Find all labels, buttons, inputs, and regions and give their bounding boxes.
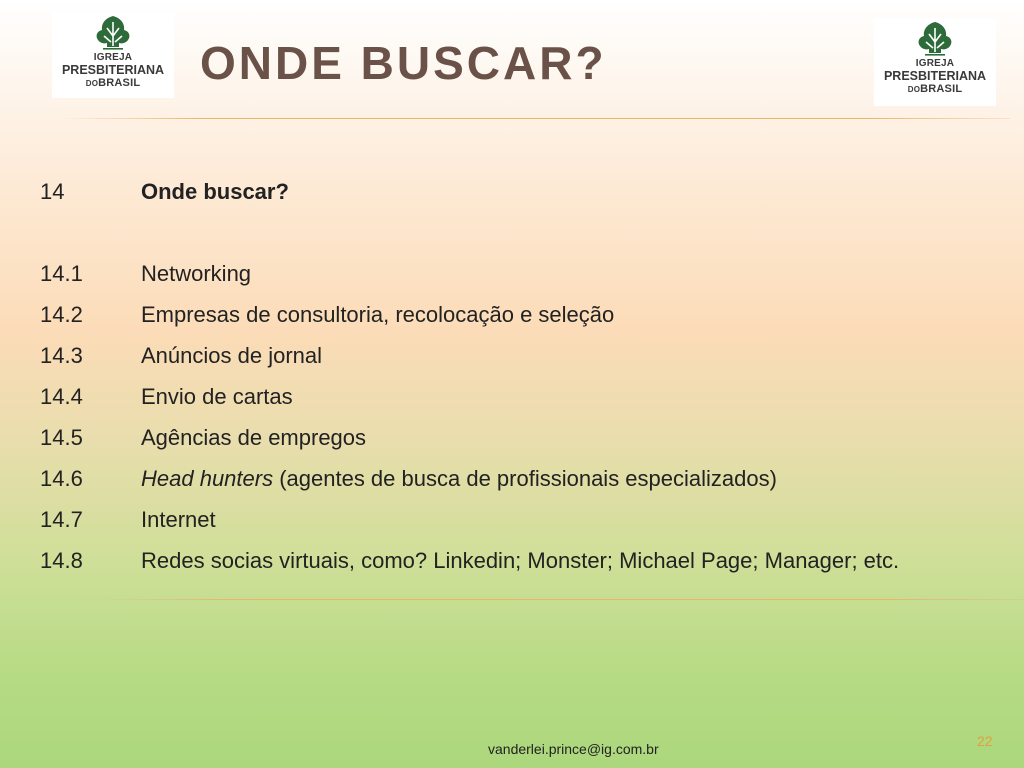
logo-text-brasil-word: BRASIL <box>98 76 141 89</box>
page-number: 22 <box>977 733 993 749</box>
logo-text-igreja: IGREJA <box>93 52 133 63</box>
footer-email: vanderlei.prince@ig.com.br <box>488 741 659 757</box>
logo-text-do: DO <box>907 84 921 94</box>
toc-item-text <box>141 466 777 492</box>
bush-icon <box>913 20 957 58</box>
logo-text-brasil-word: BRASIL <box>920 82 963 95</box>
toc-heading-label: Onde buscar? <box>141 179 289 204</box>
toc-item-number: 14.3 <box>40 343 83 368</box>
toc-item-number: 14.7 <box>40 507 83 532</box>
toc-item-number: 14.8 <box>40 548 83 573</box>
toc-item-text: Empresas de consultoria, recolocação e seleção <box>141 302 615 327</box>
toc-item-text: Envio de cartas <box>141 384 293 409</box>
toc-item-text: Internet <box>141 507 216 532</box>
logo-text-brasil <box>86 78 141 89</box>
church-logo-left <box>52 12 174 98</box>
bottom-divider <box>90 599 1024 600</box>
logo-text-presbiteriana: PRESBITERIANA <box>61 63 165 77</box>
toc-item-text: Agências de empregos <box>141 425 367 450</box>
toc-item-text: Redes socias virtuais, como? Linkedin; Monster; Michael Page; Manager; etc. <box>141 548 900 573</box>
toc-item-text-rest: (agentes de busca de profissionais especializados) <box>273 466 777 491</box>
toc-item-text-italic: Head hunters <box>141 466 274 491</box>
bush-icon <box>91 14 135 52</box>
toc-item-number: 14.5 <box>40 425 83 450</box>
toc-item-text: Networking <box>141 261 252 286</box>
toc-item-text: Anúncios de jornal <box>141 343 323 368</box>
top-divider <box>60 118 1010 119</box>
slide-title: ONDE BUSCAR? <box>200 37 607 89</box>
toc-item-number: 14.2 <box>40 302 83 327</box>
church-logo-right <box>874 18 996 106</box>
logo-text-igreja: IGREJA <box>915 58 955 69</box>
toc-item-number: 14.1 <box>40 261 83 286</box>
logo-text-presbiteriana: PRESBITERIANA <box>883 69 987 83</box>
toc-item-number: 14.4 <box>40 384 83 409</box>
toc-heading-number: 14 <box>40 179 65 204</box>
logo-text-brasil <box>908 84 963 95</box>
logo-text-do: DO <box>85 78 99 88</box>
toc-item-number: 14.6 <box>40 466 83 491</box>
toc-heading-text <box>141 179 289 205</box>
